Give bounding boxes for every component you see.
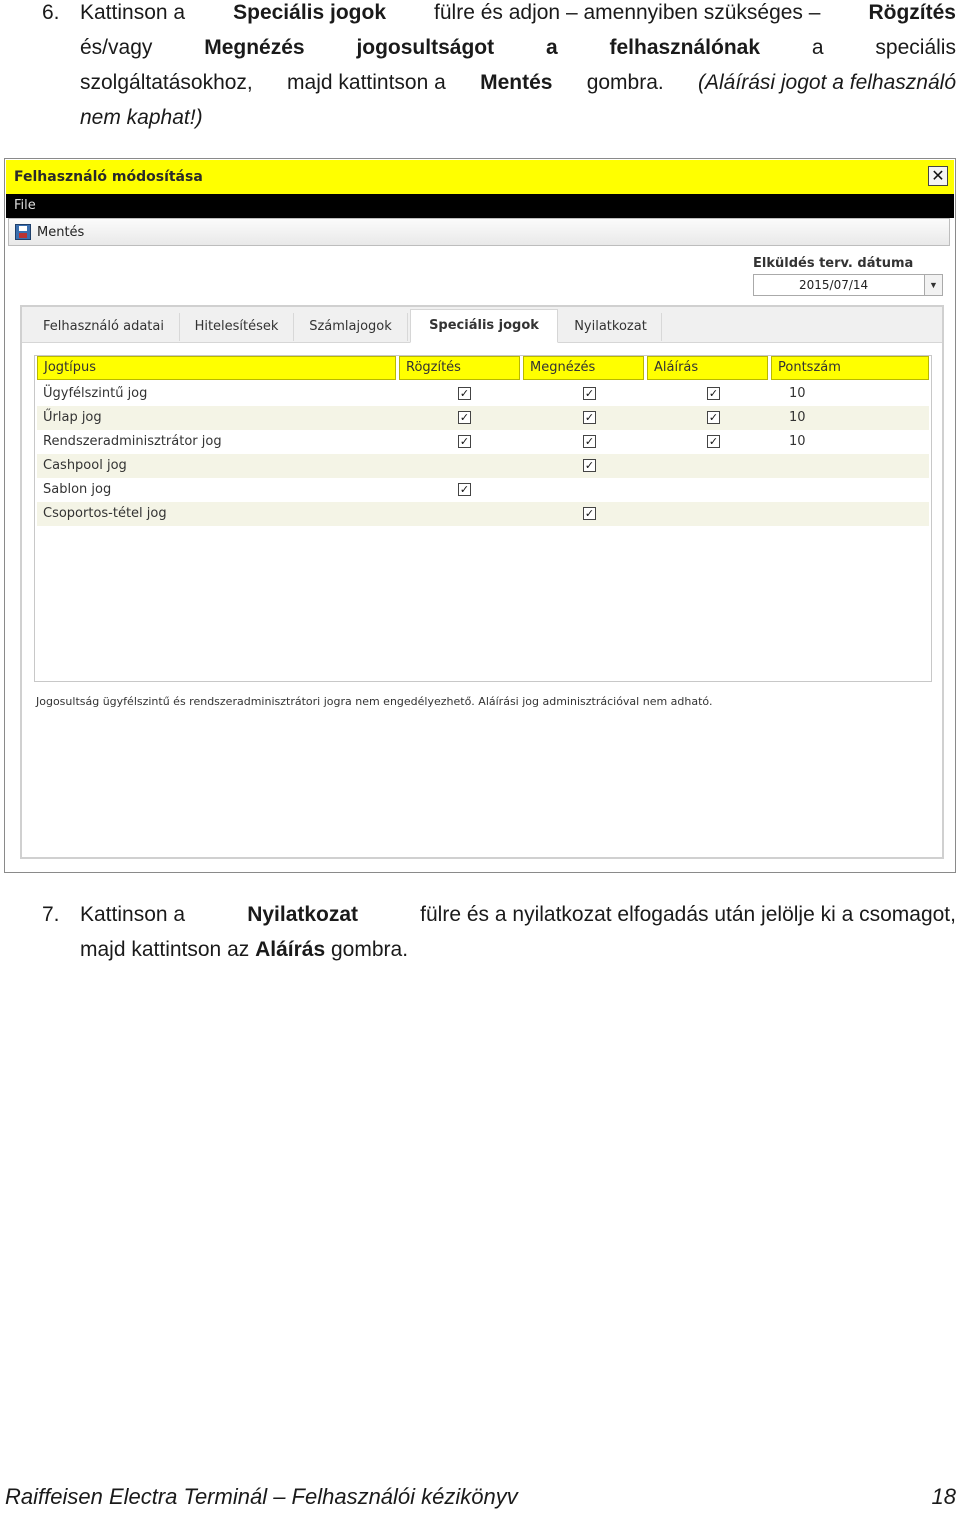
right-type-name: Rendszeradminisztrátor jog <box>43 434 222 449</box>
column-header-sign[interactable]: Aláírás <box>647 356 768 380</box>
text: gombra. <box>586 71 664 94</box>
tab-declaration[interactable]: Nyilatkozat <box>560 313 662 341</box>
text: jogosultságot <box>356 36 495 59</box>
column-header-right-type[interactable]: Jogtípus <box>37 356 396 380</box>
text: gombra. <box>331 938 409 961</box>
step-number: 7. <box>42 903 60 926</box>
text: Kattinson a <box>80 903 186 926</box>
text: fülre és adjon – amennyiben szükséges – <box>434 1 821 24</box>
megnezes-checkbox[interactable]: ✓ <box>584 411 595 424</box>
alairas-checkbox[interactable]: ✓ <box>708 435 719 448</box>
megnezes-checkbox[interactable]: ✓ <box>584 435 595 448</box>
right-type-name: Űrlap jog <box>43 410 102 425</box>
text: Kattinson a <box>80 1 186 24</box>
page-number: 18 <box>931 1484 956 1509</box>
table-row[interactable] <box>37 454 929 478</box>
column-header-view[interactable]: Megnézés <box>523 356 644 380</box>
tab-bar <box>22 307 942 343</box>
step-7-line-2 <box>80 932 956 967</box>
tab-panel <box>20 305 944 859</box>
table-row[interactable] <box>37 478 929 502</box>
table-row[interactable] <box>37 502 929 526</box>
tab-special-rights[interactable]: Speciális jogok <box>410 309 558 343</box>
close-button[interactable]: ✕ <box>928 166 948 186</box>
text: fülre és a nyilatkozat elfogadás után jelölje ki a csomagot, <box>420 903 956 926</box>
megnezes-checkbox[interactable]: ✓ <box>584 459 595 472</box>
step-6-line-2 <box>80 30 956 65</box>
step-6-line-4 <box>80 100 956 135</box>
save-button[interactable] <box>15 222 84 242</box>
menu-bar <box>6 194 954 218</box>
note-text: (Aláírási jogot a felhasználó <box>698 71 956 94</box>
user-edit-window <box>4 158 956 873</box>
menu-file[interactable]: File <box>14 198 36 213</box>
toolbar <box>8 218 950 246</box>
right-type-name: Sablon jog <box>43 482 112 497</box>
alairas-checkbox[interactable]: ✓ <box>708 387 719 400</box>
tab-reference: Speciális jogok <box>233 1 386 24</box>
rogzites-checkbox[interactable]: ✓ <box>459 435 470 448</box>
window-titlebar <box>6 160 954 195</box>
column-header-score[interactable]: Pontszám <box>771 356 929 380</box>
footer-title: Raiffeisen Electra Terminál – Felhasználói kézikönyv <box>5 1484 518 1509</box>
special-rights-table <box>34 355 932 682</box>
right-type-name: Cashpool jog <box>43 458 127 473</box>
right-type-name: Csoportos-tétel jog <box>43 506 167 521</box>
text: majd kattintson a <box>287 71 446 94</box>
right-reference: Megnézés <box>204 36 305 59</box>
score-value: 10 <box>789 386 806 401</box>
send-date-select[interactable] <box>753 274 943 296</box>
text: és/vagy <box>80 36 153 59</box>
rogzites-checkbox[interactable]: ✓ <box>459 411 470 424</box>
step-number: 6. <box>42 1 60 24</box>
step-6-line-1 <box>80 0 956 30</box>
text: szolgáltatásokhoz, <box>80 71 253 94</box>
info-note: Jogosultság ügyfélszintű és rendszeradminisztrátori jogra nem engedélyezhető. Aláírási jog adminisztrációval nem adható. <box>36 695 713 708</box>
right-type-name: Ügyfélszintű jog <box>43 386 148 401</box>
tab-reference: Nyilatkozat <box>247 903 359 926</box>
chevron-down-icon[interactable]: ▼ <box>924 275 942 295</box>
rogzites-checkbox[interactable]: ✓ <box>459 483 470 496</box>
floppy-disk-icon <box>15 224 31 240</box>
send-date-label: Elküldés terv. dátuma <box>753 256 914 271</box>
rogzites-checkbox[interactable]: ✓ <box>459 387 470 400</box>
save-button-label: Mentés <box>37 224 85 240</box>
score-value: 10 <box>789 410 806 425</box>
tab-account-rights[interactable]: Számlajogok <box>294 313 408 341</box>
tab-authentications[interactable]: Hitelesítések <box>180 313 294 341</box>
megnezes-checkbox[interactable]: ✓ <box>584 507 595 520</box>
step-7-line-1 <box>80 897 956 932</box>
note-text: nem kaphat!) <box>80 106 203 129</box>
table-row[interactable] <box>37 406 929 430</box>
send-date-value: 2015/07/14 <box>799 278 869 292</box>
text: a <box>545 36 558 59</box>
button-reference: Mentés <box>480 71 553 94</box>
table-row[interactable] <box>37 430 929 454</box>
tab-user-data[interactable]: Felhasználó adatai <box>28 313 180 341</box>
text: felhasználónak <box>609 36 761 59</box>
step-6-line-3 <box>80 65 956 100</box>
right-reference: Rögzítés <box>868 1 956 24</box>
text: a <box>811 36 824 59</box>
megnezes-checkbox[interactable]: ✓ <box>584 387 595 400</box>
alairas-checkbox[interactable]: ✓ <box>708 411 719 424</box>
button-reference: Aláírás <box>255 938 326 961</box>
text: speciális <box>875 36 956 59</box>
table-row[interactable] <box>37 382 929 406</box>
text: majd kattintson az <box>80 938 250 961</box>
window-title: Felhasználó módosítása <box>14 169 203 185</box>
column-header-record[interactable]: Rögzítés <box>399 356 520 380</box>
score-value: 10 <box>789 434 806 449</box>
